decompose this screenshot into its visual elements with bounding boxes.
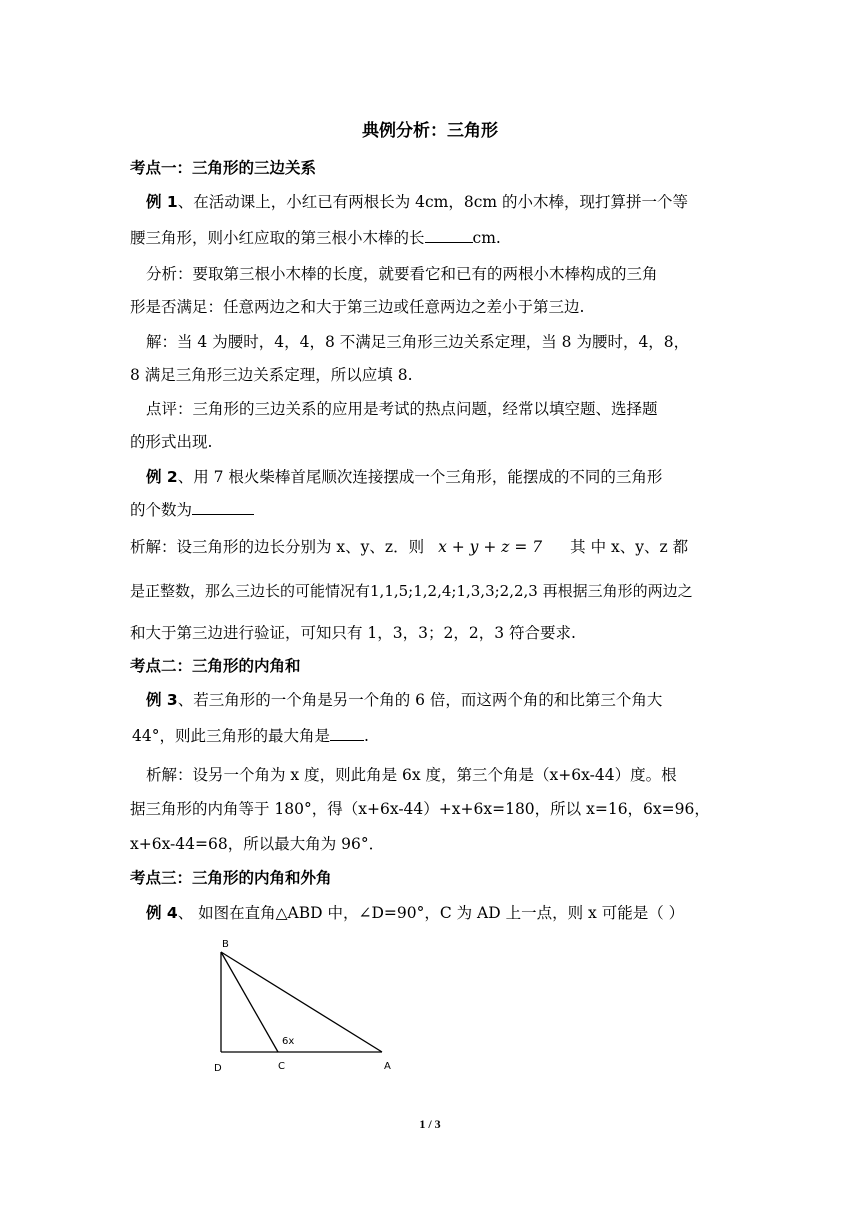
example-1-solution-2: 8 满足三角形三边关系定理，所以应填 8. — [130, 366, 413, 384]
example-2-text-1: 、用 7 根火柴棒首尾顺次连接摆成一个三角形，能摆成的不同的三角形 — [177, 468, 663, 486]
example-4-label: 例 4 — [146, 904, 178, 922]
example-2-solution-2: 是正整数，那么三边长的可能情况有1,1,5;1,2,4;1,3,3;2,2,3 再根据三角形的两边之 — [130, 582, 693, 600]
equation: x + y + z = 7 — [438, 538, 543, 556]
example-1-comment-1: 点评：三角形的三边关系的应用是考试的热点问题，经常以填空题、选择题 — [146, 400, 658, 418]
angle-label-6x: 6x — [282, 1036, 295, 1047]
example-3-line-2 — [132, 724, 742, 746]
example-2-solution-3: 和大于第三边进行验证，可知只有 1，3，3；2，2，3 符合要求. — [130, 624, 576, 642]
example-1-comment-2: 的形式出现. — [130, 433, 213, 451]
answer-blank-2 — [192, 500, 254, 515]
example-1-text-2b: cm. — [472, 229, 501, 247]
side-ba — [221, 952, 382, 1052]
example-1-line-1 — [146, 190, 756, 212]
example-1-analysis-2: 形是否满足：任意两边之和大于第三边或任意两边之差小于第三边. — [130, 298, 585, 316]
example-1-text-1: 、在活动课上，小红已有两根长为 4cm，8cm 的小木棒，现打算拼一个等 — [177, 193, 689, 211]
example-4-text-1: 、 如图在直角△ABD 中，∠D=90°，C 为 AD 上一点，则 x 可能是（ ） — [177, 904, 685, 922]
example-2-line-2 — [130, 498, 740, 520]
example-2-solution-1a: 析解：设三角形的边长分别为 x、y、z．则 — [130, 538, 425, 556]
example-2-solution-1b: 其 中 x、y、z 都 — [570, 538, 689, 556]
answer-blank-1 — [425, 228, 473, 243]
example-2-line-1 — [146, 465, 756, 487]
label-c: C — [278, 1061, 285, 1072]
example-1-solution-1: 解：当 4 为腰时，4，4，8 不满足三角形三边关系定理，当 8 为腰时，4，8， — [146, 333, 690, 351]
example-4-line-1 — [146, 901, 756, 923]
page-number: 1 / 3 — [419, 1117, 441, 1131]
example-3-text-2b: ，则此三角形的最大角是 — [159, 727, 330, 745]
label-a: A — [384, 1061, 391, 1072]
page-title: 典例分析：三角形 — [362, 121, 498, 141]
section-heading-2: 考点二：三角形的内角和 — [130, 657, 301, 675]
section-heading-3: 考点三：三角形的内角和外角 — [130, 869, 332, 887]
example-1-text-2a: 腰三角形，则小红应取的第三根小木棒的长 — [130, 229, 425, 247]
example-2-label: 例 2 — [146, 468, 178, 486]
example-3-label: 例 3 — [146, 691, 178, 709]
example-2-text-2: 的个数为 — [130, 501, 193, 519]
example-2-solution-1 — [130, 535, 740, 557]
example-3-text-2c: . — [364, 727, 369, 745]
example-1-line-2 — [130, 226, 740, 248]
example-3-solution-1: 析解：设另一个角为 x 度，则此角是 6x 度，第三个角是（x+6x-44）度。根 — [146, 766, 677, 784]
example-3-solution-3: x+6x-44=68，所以最大角为 96°． — [130, 835, 385, 853]
segment-bc — [221, 952, 278, 1052]
example-3-solution-2: 据三角形的内角等于 180°，得（x+6x-44）+x+6x=180，所以 x=16，6x=96， — [130, 800, 710, 818]
label-b: B — [222, 939, 229, 950]
answer-blank-3 — [330, 726, 364, 741]
example-3-line-1 — [146, 688, 756, 710]
section-heading-1: 考点一：三角形的三边关系 — [130, 159, 317, 177]
label-d: D — [214, 1063, 222, 1074]
example-1-analysis-1: 分析：要取第三根小木棒的长度，就要看它和已有的两根小木棒构成的三角 — [146, 265, 658, 283]
triangle-figure — [200, 930, 410, 1080]
angle-44: 44° — [132, 727, 160, 745]
example-1-label: 例 1 — [146, 193, 178, 211]
example-3-text-1: 、若三角形的一个角是另一个角的 6 倍，而这两个角的和比第三个角大 — [177, 691, 663, 709]
